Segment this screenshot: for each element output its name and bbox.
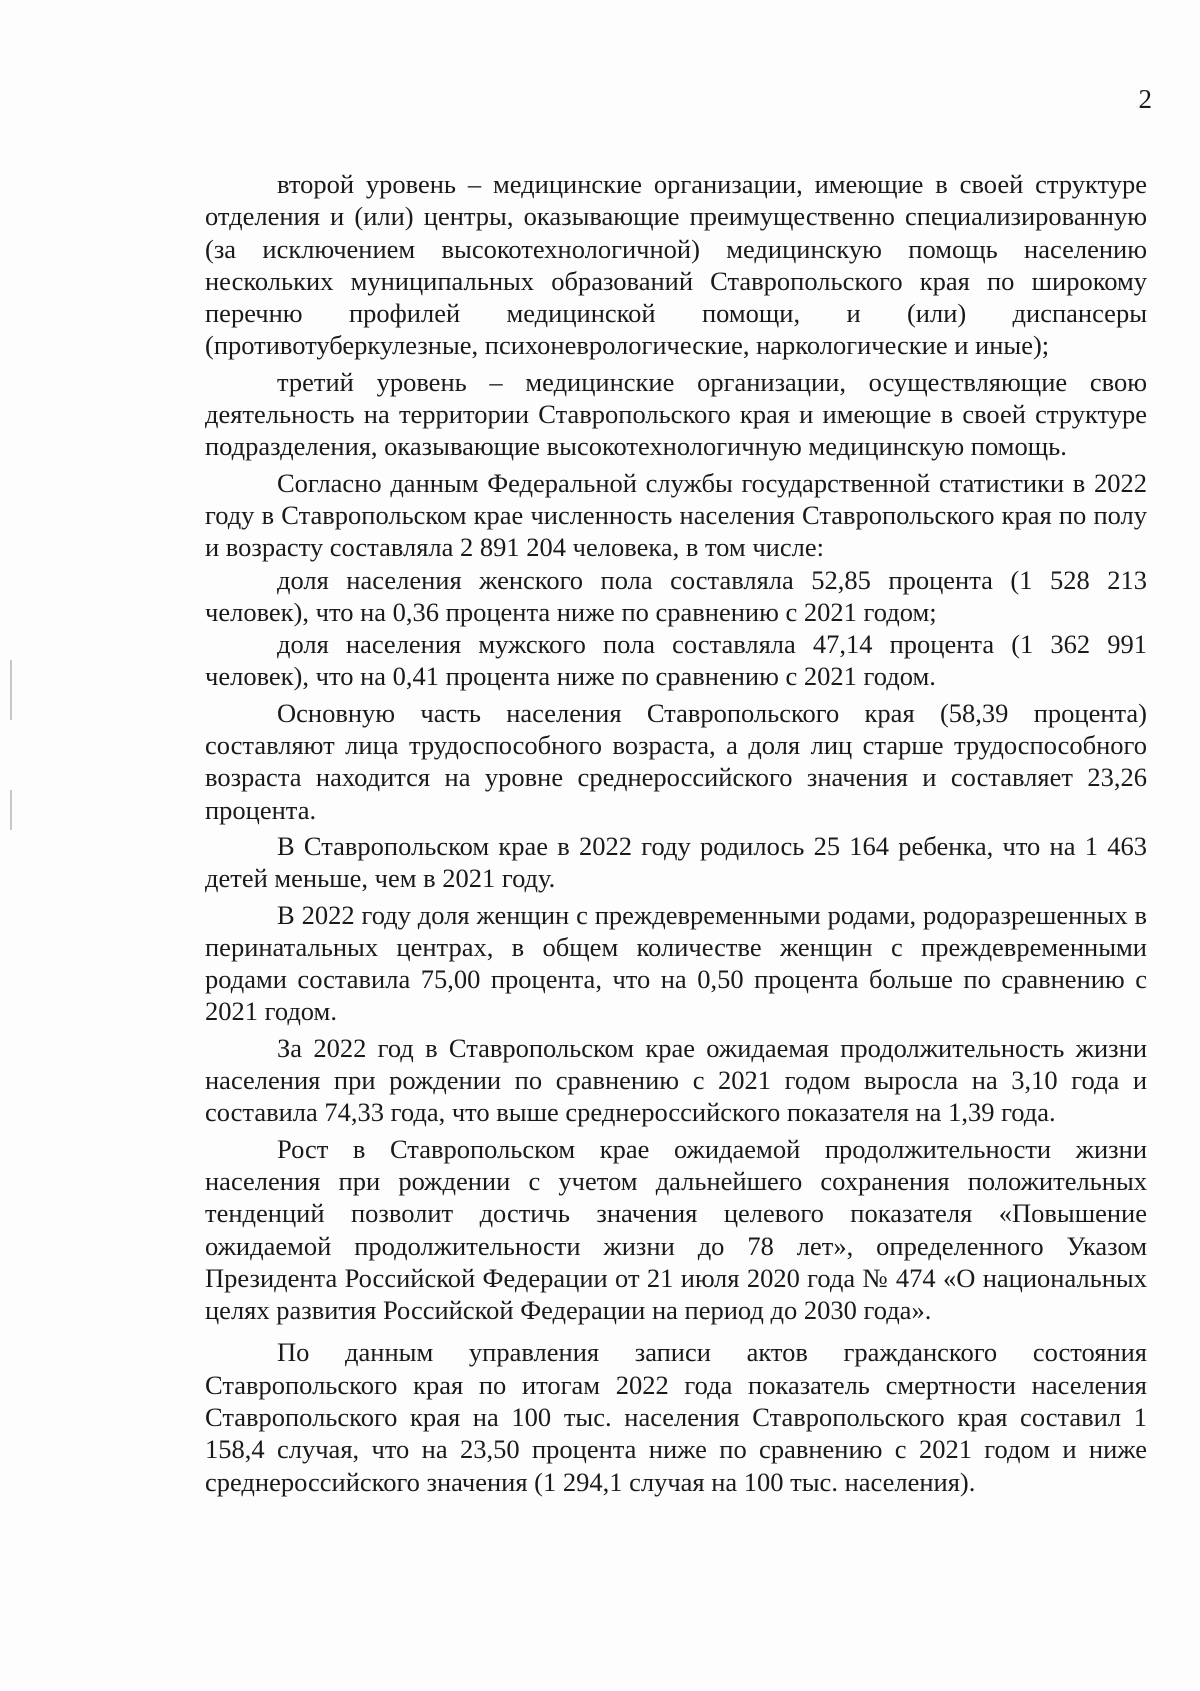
paragraph-premature-births: В 2022 году доля женщин с преждевременными родами, родоразрешенных в перинатальных центрах, в общем количестве женщин с преждевременными родами составила 75,00 процента, что на 0,50 процента больше по сравнению с 2021 годом. <box>205 899 1147 1027</box>
paragraph-second-level: второй уровень – медицинские организации, имеющие в своей структуре отделения и (или) центры, оказывающие преимущественно специализированную (за исключением высокотехнологичной) медицинскую помощь населению нескольких муниципальных образований Ставропольского края по широкому перечню профилей медицинской помощи, и (или) диспансеры (противотуберкулезные, психоневрологические, наркологические и иные); <box>205 169 1147 361</box>
paragraph-life-expectancy: За 2022 год в Ставропольском крае ожидаемая продолжительность жизни населения при рождении по сравнению с 2021 годом выросла на 3,10 года и составила 74,33 года, что выше среднероссийского показателя на 1,39 года. <box>205 1032 1147 1128</box>
scan-margin-mark <box>10 660 12 720</box>
paragraph-female-share: доля населения женского пола составляла 52,85 процента (1 528 213 человек), что на 0,36 процента ниже по сравнению с 2021 годом; <box>205 564 1147 627</box>
paragraph-third-level: третий уровень – медицинские организации, осуществляющие свою деятельность на территории Ставропольского края и имеющие в своей структуре подразделения, оказывающие высокотехнологичную медицинскую помощь. <box>205 366 1147 462</box>
scan-margin-mark <box>10 790 12 830</box>
paragraph-mortality: По данным управления записи актов гражданского состояния Ставропольского края по итогам 2022 года показатель смертности населения Ставропольского края на 100 тыс. населения Ставропольского края составил 1 158,4 случая, что на 23,50 процента ниже по сравнению с 2021 годом и ниже среднероссийского значения (1 294,1 случая на 100 тыс. населения). <box>205 1337 1147 1497</box>
document-body <box>205 168 1147 1498</box>
paragraph-working-age: Основную часть населения Ставропольского края (58,39 процента) составляют лица трудоспособного возраста, а доля лиц старше трудоспособного возраста находится на уровне среднероссийского значения и составляет 23,26 процента. <box>205 697 1147 825</box>
paragraph-births: В Ставропольском крае в 2022 году родилось 25 164 ребенка, что на 1 463 детей меньше, чем в 2021 году. <box>205 830 1147 894</box>
paragraph-population-total: Согласно данным Федеральной службы государственной статистики в 2022 году в Ставропольском крае численность населения Ставропольского края по полу и возрасту составляла 2 891 204 человека, в том числе: <box>205 467 1147 563</box>
page-number: 2 <box>1138 84 1152 114</box>
paragraph-male-share: доля населения мужского пола составляла 47,14 процента (1 362 991 человек), что на 0,41 процента ниже по сравнению с 2021 годом. <box>205 629 1147 692</box>
paragraph-life-expectancy-growth: Рост в Ставропольском крае ожидаемой продолжительности жизни населения при рождении с учетом дальнейшего сохранения положительных тенденций позволит достичь значения целевого показателя «Повышение ожидаемой продолжительности жизни до 78 лет», определенного Указом Президента Российской Федерации от 21 июля 2020 года № 474 «О национальных целях развития Российской Федерации на период до 2030 года». <box>205 1133 1147 1326</box>
